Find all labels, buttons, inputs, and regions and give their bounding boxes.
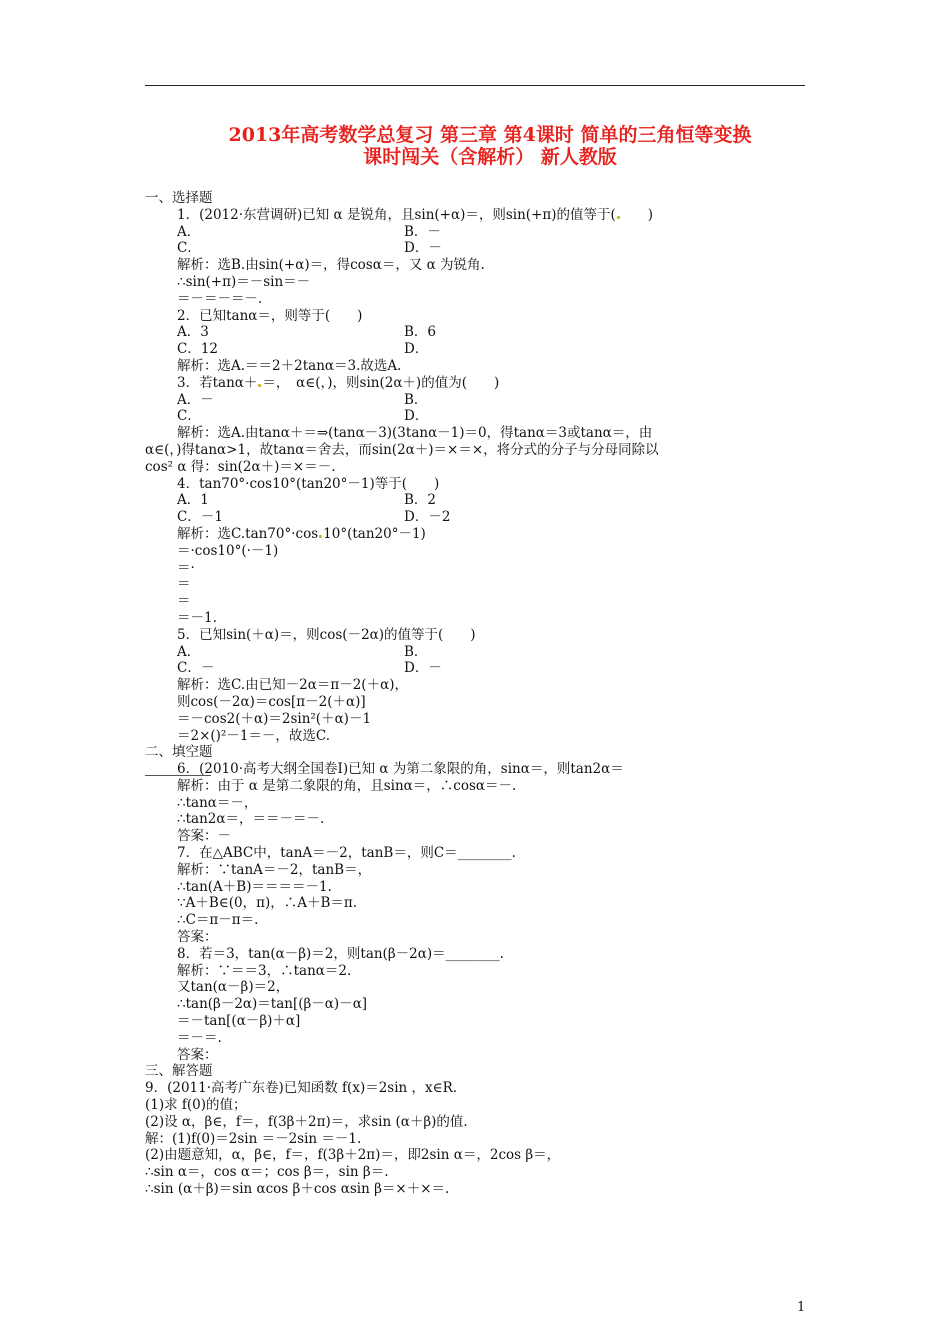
solution-line: 解析：选B.由sin(+α)＝，得cosα＝，又 α 为锐角. (177, 257, 485, 274)
solution-line: 则cos(－2α)＝cos[π－2(＋α)] (177, 693, 366, 710)
solution-line: 解析：选C.tan70°·cos 10°(tan20°－1) (177, 525, 426, 542)
options-row: C．－ D．－ (177, 660, 442, 677)
solution-line: ＝· (177, 559, 195, 576)
solution-line: (2)由题意知，α，β∈，f＝，f(3β＋2π)＝，即2sin α＝，2cos β＝， (145, 1147, 561, 1164)
title-line-1: 2013年高考数学总复习 第三章 第4课时 简单的三角恒等变换 (228, 124, 752, 146)
solution-line: α∈(，)得tanα>1，故tanα＝舍去，而sin(2α＋)＝×＝×，将分式的分子与分母同除以 (145, 441, 659, 458)
solution-line: ＝ (177, 593, 191, 610)
answer-line: 答案：－ (177, 828, 231, 845)
marker-dot (319, 535, 322, 538)
options-row: A． B． (177, 643, 428, 660)
solution-line: ＝－＝－＝－. (177, 290, 263, 307)
solution-line: ∴tan(A＋B)＝＝＝＝－1. (177, 878, 332, 895)
solution-line: (2)设 α，β∈，f＝，f(3β＋2π)＝，求sin (α＋β)的值. (145, 1113, 468, 1130)
solution-line: ∴sin (α＋β)＝sin αcos β＋cos αsin β＝×＋×＝. (145, 1181, 450, 1198)
question-4: 4．tan70°·cos10°(tan20°－1)等于( ) (177, 475, 440, 492)
solution-line: ∴sin(+π)＝－sin＝－ (177, 273, 311, 290)
solution-line: 解析：选C.由已知－2α＝π－2(＋α)， (177, 677, 408, 694)
marker-dot (258, 384, 261, 387)
section-heading: 二、填空题 (145, 744, 213, 761)
document-title (150, 124, 830, 168)
options-row: C．12 D． (177, 341, 429, 358)
solution-line: (1)求 f(0)的值； (145, 1097, 247, 1114)
solution-line: ∴tan(β－2α)＝tan[(β－α)－α] (177, 996, 368, 1013)
marker-dot (617, 216, 620, 219)
solution-line: ∴sin α＝，cos α＝；cos β＝，sin β＝. (145, 1164, 389, 1181)
question-8: 8．若＝3，tan(α－β)＝2，则tan(β－2α)＝________. (177, 945, 504, 962)
answer-blank (145, 775, 211, 776)
page-number: 1 (797, 1300, 806, 1315)
solution-line: ＝·cos10°(·－1) (177, 542, 279, 559)
options-row: C． D．－ (177, 240, 442, 257)
solution-line: ＝－tan[(α－β)＋α] (177, 1013, 301, 1030)
solution-line: 解析：选A.＝＝2＋2tanα＝3.故选A. (177, 357, 402, 374)
solution-line: ∵A＋B∈(0，π)，∴A＋B＝π. (177, 895, 358, 912)
question-3: 3．若tanα＋ ＝， α∈(，)，则sin(2α＋)的值为( ) (177, 374, 500, 391)
solution-line: cos² α 得：sin(2α＋)＝×＝－. (145, 458, 336, 475)
options-row: A．1 B．2 (177, 492, 437, 509)
solution-line: ＝－1. (177, 609, 217, 626)
solution-line: ∴tanα＝－， (177, 794, 258, 811)
solution-line: ∴C＝π－π＝. (177, 912, 259, 929)
solution-line: 又tan(α－β)＝2， (177, 979, 290, 996)
answer-line: 答案： (177, 929, 218, 946)
solution-line: ＝2×()²－1＝－，故选C. (177, 727, 331, 744)
solution-line: 解析：∵＝＝3，∴tanα＝2. (177, 962, 352, 979)
answer-line: 答案： (177, 1046, 218, 1063)
section-heading: 三、解答题 (145, 1063, 213, 1080)
question-5: 5．已知sin(＋α)＝，则cos(－2α)的值等于( ) (177, 626, 476, 643)
section-heading: 一、选择题 (145, 190, 213, 206)
solution-line: ＝ (177, 576, 191, 593)
solution-line: ＝－＝. (177, 1029, 222, 1046)
question-1: 1．(2012·东营调研)已知 α 是锐角，且sin(+α)＝，则sin(+π)的值等于( ) (177, 206, 654, 223)
solution-line: ∴tan2α＝，＝＝－＝－. (177, 811, 325, 828)
options-row: C．－1 D．－2 (177, 509, 451, 526)
solution-line: ＝－cos2(＋α)＝2sin²(＋α)－1 (177, 710, 372, 727)
solution-line: 解：(1)f(0)＝2sin ＝－2sin ＝－1. (145, 1130, 362, 1147)
question-6: 6．(2010·高考大纲全国卷Ⅰ)已知 α 为第二象限的角，sinα＝，则tan2α＝ (177, 761, 809, 778)
title-line-2: 课时闯关（含解析） 新人教版 (363, 146, 617, 168)
document-body (145, 190, 809, 1198)
header-rule (145, 85, 805, 86)
question-7: 7．在△ABC中，tanA＝－2，tanB＝，则C＝________. (177, 845, 516, 862)
question-9: 9．(2011·高考广东卷)已知函数 f(x)＝2sin ，x∈R. (145, 1080, 458, 1097)
question-2: 2．已知tanα＝，则等于( ) (177, 307, 363, 324)
solution-line: 解析：由于 α 是第二象限的角，且sinα＝，∴cosα＝－. (177, 777, 517, 794)
solution-line: 解析：∵tanA＝－2，tanB＝， (177, 861, 372, 878)
options-row: A．－ B． (177, 391, 428, 408)
options-row: A．3 B．6 (177, 324, 437, 341)
options-row: A． B．－ (177, 223, 441, 240)
solution-line: 解析：选A.由tanα＋＝⇒(tanα－3)(3tanα－1)＝0，得tanα＝3或tanα＝，由 (177, 425, 653, 442)
options-row: C． D． (177, 408, 429, 425)
